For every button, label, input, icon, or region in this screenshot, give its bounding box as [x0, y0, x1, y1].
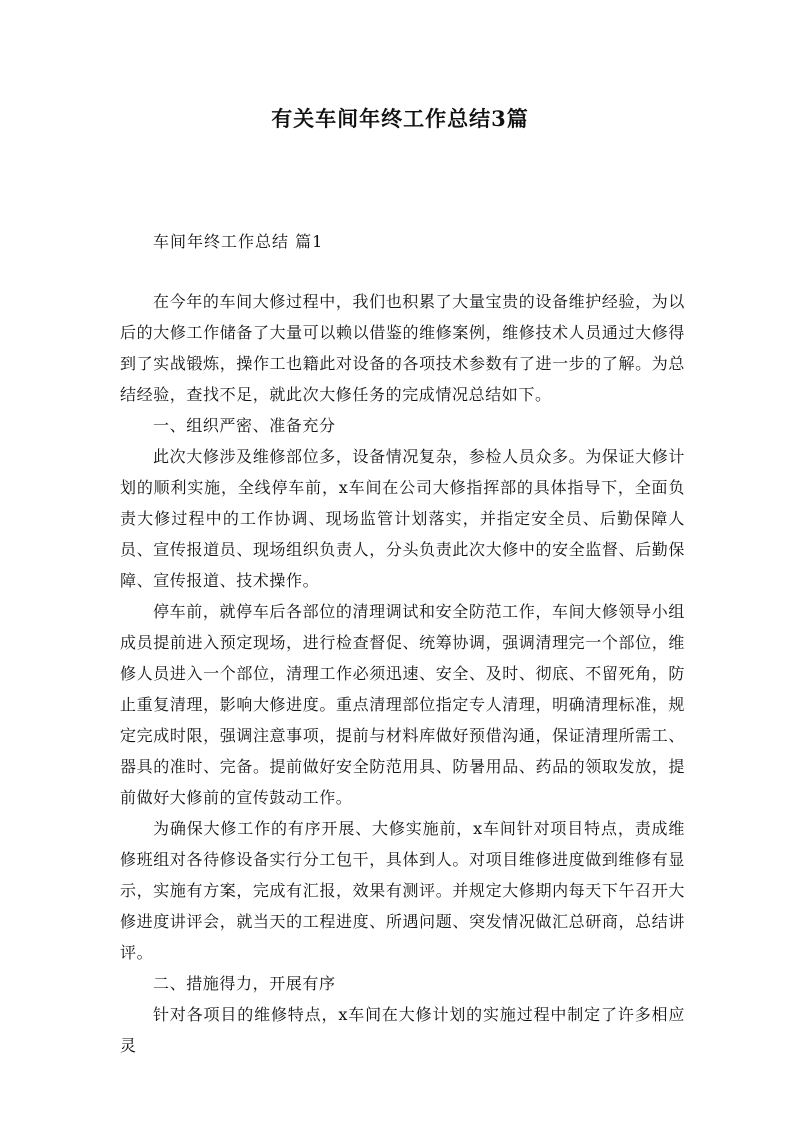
document-title: 有关车间年终工作总结3篇 — [271, 106, 529, 131]
section-heading-2: 二、措施得力，开展有序 — [153, 974, 336, 993]
paragraph-assignment: 为确保大修工作的有序开展、大修实施前，x车间针对项目特点，责成维修班组对各待修设备实行分工包干，具体到人。对项目维修进度做到维修有显示，实施有方案，完成有汇报，效果有测评。并规定大修期内每天下午召开大修进度讲评会，就当天的工程进度、所遇问题、突发情况做汇总研商，总结讲评。 — [120, 819, 685, 962]
section-heading-1: 一、组织严密、准备充分 — [153, 416, 336, 435]
section-subtitle: 车间年终工作总结 篇1 — [153, 232, 324, 251]
paragraph-intro: 在今年的车间大修过程中，我们也积累了大量宝贵的设备维护经验，为以后的大修工作储备了大量可以赖以借鉴的维修案例，维修技术人员通过大修得到了实战锻炼，操作工也籍此对设备的各项技术参数有了进一步的了解。为总结经验，查找不足，就此次大修任务的完成情况总结如下。 — [120, 292, 685, 404]
paragraph-preparation: 停车前，就停车后各部位的清理调试和安全防范工作，车间大修领导小组成员提前进入预定现场，进行检查督促、统筹协调，强调清理完一个部位，维修人员进入一个部位，清理工作必须迅速、安全、及时、彻底、不留死角，防止重复清理，影响大修进度。重点清理部位指定专人清理，明确清理标准，规定完成时限，强调注意事项，提前与材料库做好预借沟通，保证清理所需工、器具的准时、完备。提前做好安全防范用具、防暑用品、药品的领取发放，提前做好大修前的宣传鼓动工作。 — [120, 602, 685, 807]
paragraph-organization: 此次大修涉及维修部位多，设备情况复杂，参检人员众多。为保证大修计划的顺利实施，全线停车前，x车间在公司大修指挥部的具体指导下，全面负责大修过程中的工作协调、现场监管计划落实，并指定安全员、后勤保障人员、宣传报道员、现场组织负责人，分头负责此次大修中的安全监督、后勤保障、宣传报道、技术操作。 — [120, 447, 685, 590]
paragraph-measures: 针对各项目的维修特点，x车间在大修计划的实施过程中制定了许多相应灵 — [120, 1005, 685, 1055]
document-body — [120, 286, 685, 1061]
